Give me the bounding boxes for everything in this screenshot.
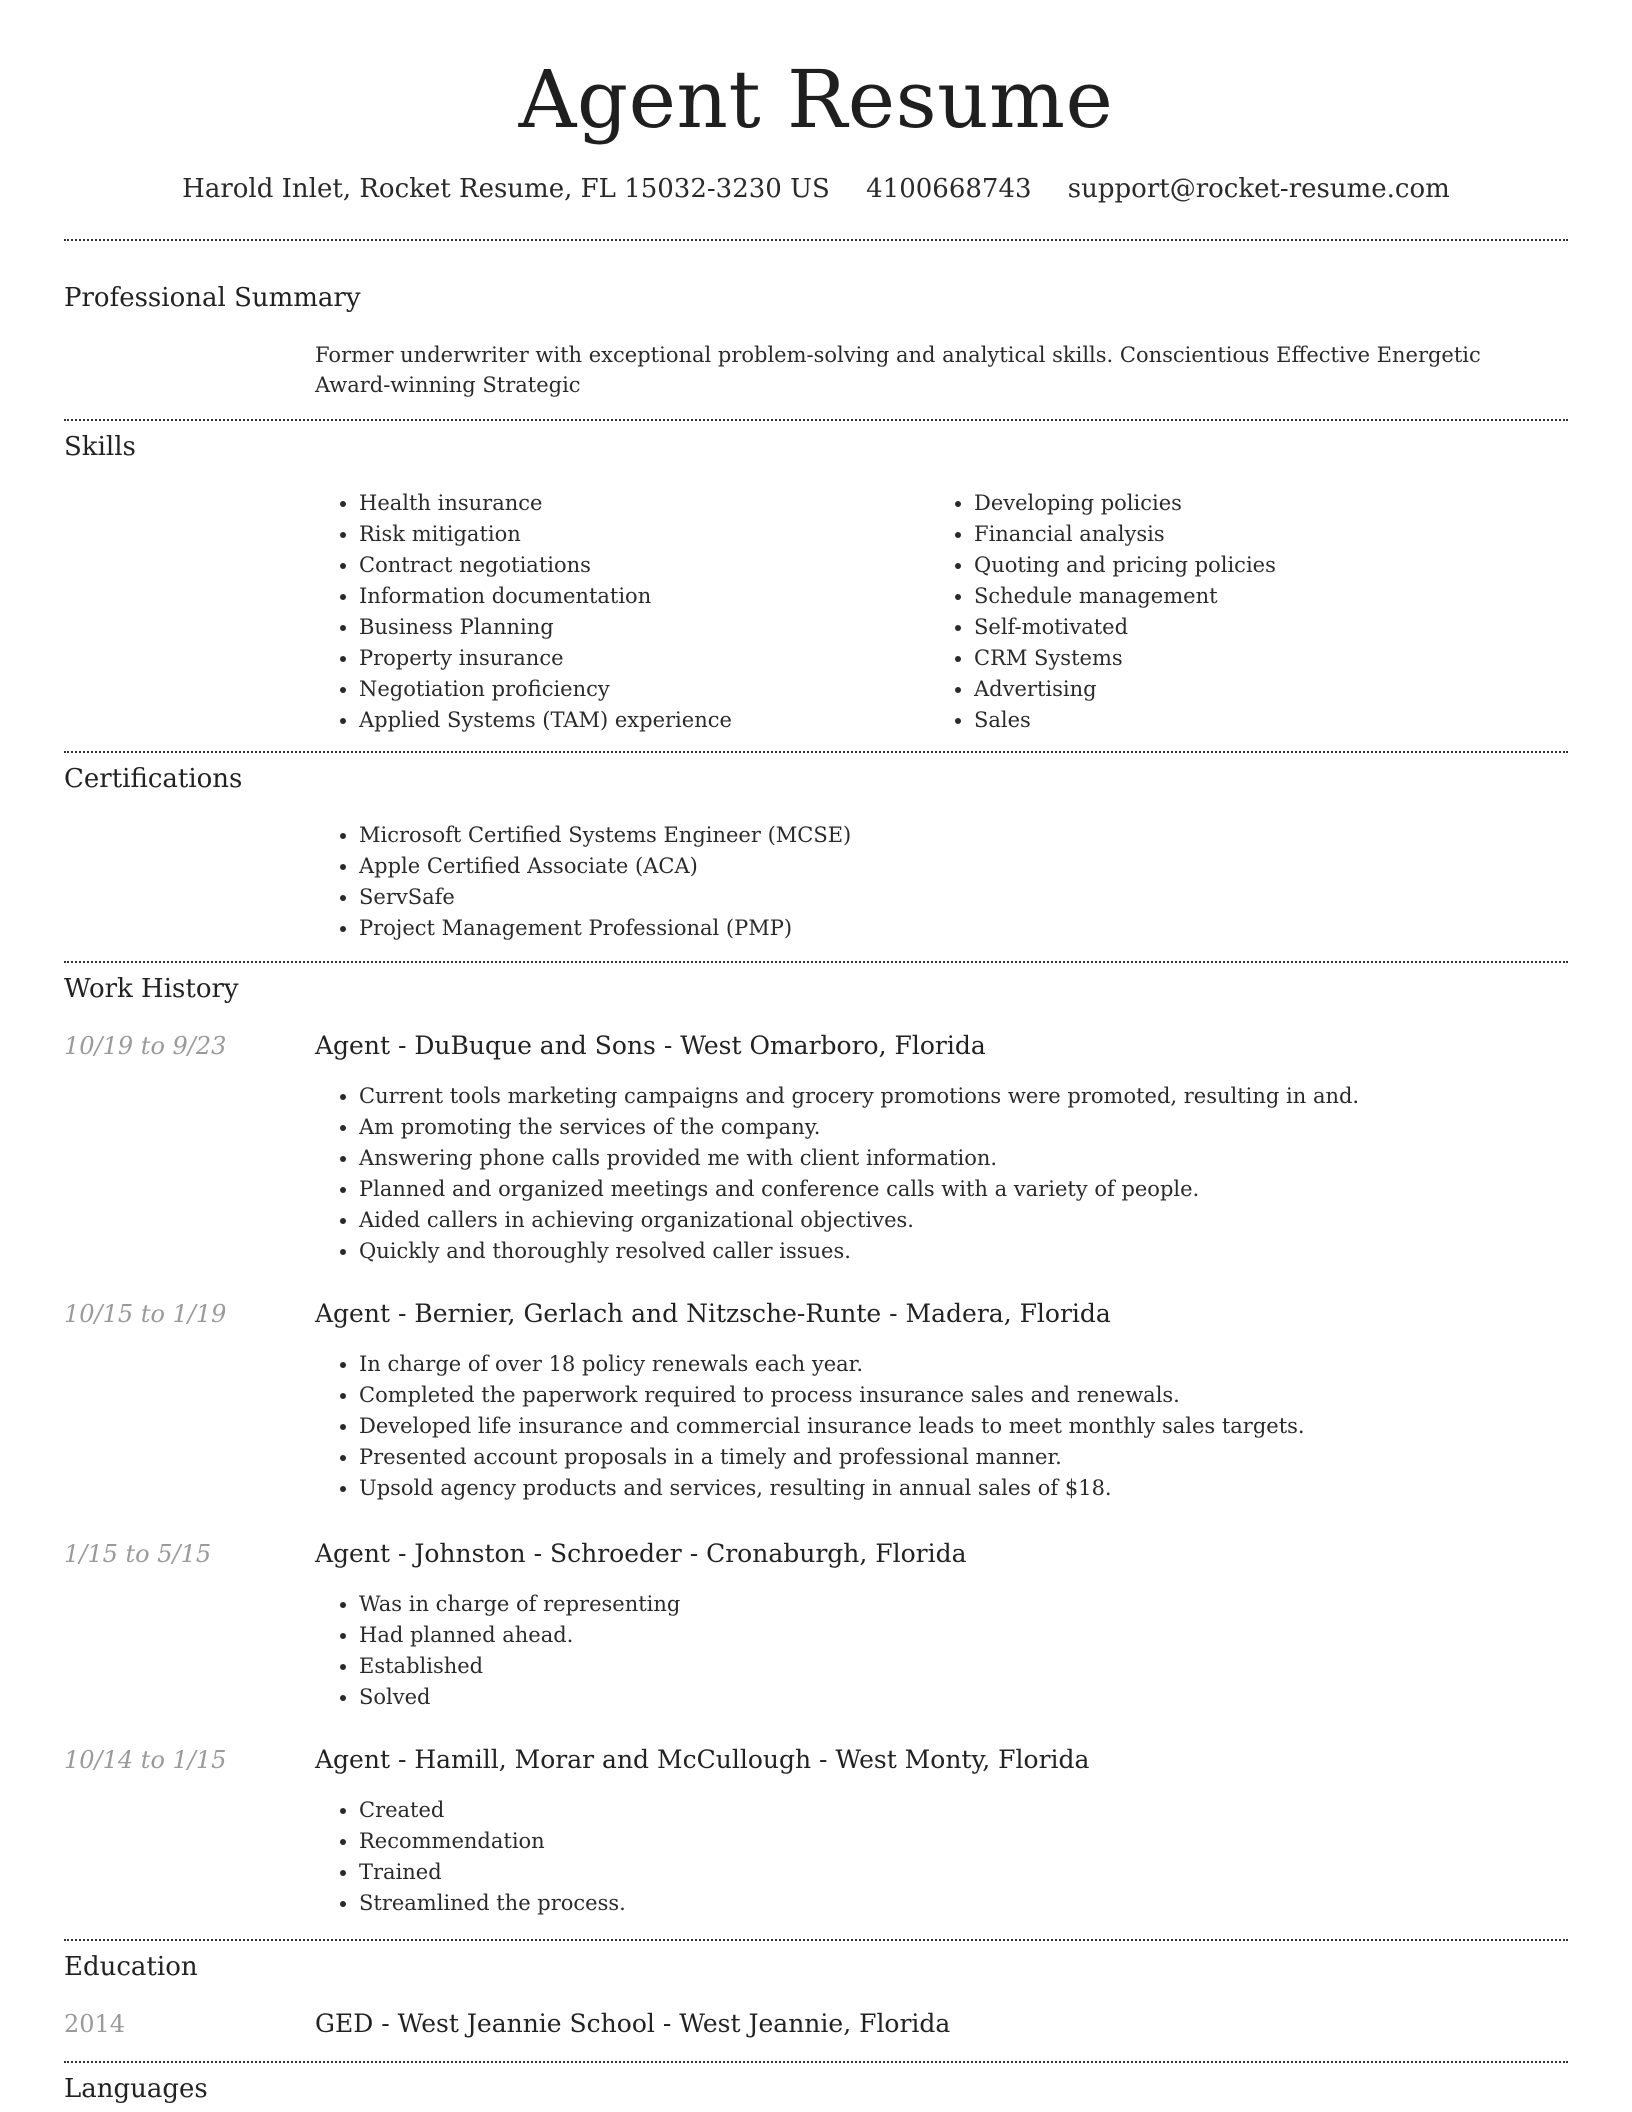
job-bullets — [315, 1589, 1579, 1713]
job-bullet: • Answering phone calls provided me with client information. — [359, 1143, 1579, 1174]
summary-text: Former underwriter with exceptional problem-solving and analytical skills. Conscientious Effective Energetic Award-winning Strategic — [315, 343, 1481, 397]
section-title-skills: Skills — [64, 432, 136, 462]
skill-item: • Contract negotiations — [359, 550, 919, 581]
section-title-certifications: Certifications — [64, 764, 243, 794]
skill-item: • Self-motivated — [974, 612, 1534, 643]
skills-list-right — [930, 488, 1534, 736]
job-title: Agent - Hamill, Morar and McCullough - West Monty, Florida — [315, 1745, 1090, 1774]
job-bullet: • In charge of over 18 policy renewals each year. — [359, 1349, 1579, 1380]
skill-item: • Information documentation — [359, 581, 919, 612]
job-bullets — [315, 1795, 1579, 1919]
skill-item: • Applied Systems (TAM) experience — [359, 705, 919, 736]
skill-item: • CRM Systems — [974, 643, 1534, 674]
skill-item: • Business Planning — [359, 612, 919, 643]
skill-item: • Financial analysis — [974, 519, 1534, 550]
certification-item: • Project Management Professional (PMP) — [359, 913, 1559, 944]
skill-item: • Developing policies — [974, 488, 1534, 519]
resume-title: Agent Resume — [518, 53, 1114, 146]
skill-item: • Sales — [974, 705, 1534, 736]
divider — [64, 2061, 1568, 2063]
section-title-education: Education — [64, 1952, 198, 1982]
job-bullet: • Was in charge of representing — [359, 1589, 1579, 1620]
skill-item: • Risk mitigation — [359, 519, 919, 550]
job-bullet: • Am promoting the services of the company. — [359, 1112, 1579, 1143]
job-bullet: • Trained — [359, 1857, 1579, 1888]
certification-item: • Microsoft Certified Systems Engineer (MCSE) — [359, 820, 1559, 851]
divider — [64, 1939, 1568, 1941]
job-dates: 10/14 to 1/15 — [64, 1746, 227, 1774]
job-bullets — [315, 1349, 1579, 1504]
job-title: Agent - DuBuque and Sons - West Omarboro, Florida — [315, 1031, 986, 1060]
job-bullet: • Streamlined the process. — [359, 1888, 1579, 1919]
job-bullet: • Solved — [359, 1682, 1579, 1713]
education-degree: GED - West Jeannie School - West Jeannie, Florida — [315, 2009, 951, 2038]
section-title-summary: Professional Summary — [64, 283, 361, 313]
skill-item: • Schedule management — [974, 581, 1534, 612]
job-bullet: • Had planned ahead. — [359, 1620, 1579, 1651]
contact-phone: 4100668743 — [866, 174, 1032, 204]
job-bullet: • Aided callers in achieving organizational objectives. — [359, 1205, 1579, 1236]
education-year: 2014 — [64, 2010, 126, 2038]
skill-item: • Health insurance — [359, 488, 919, 519]
job-dates: 1/15 to 5/15 — [64, 1540, 212, 1568]
contact-line — [0, 172, 1632, 206]
section-title-languages: Languages — [64, 2074, 208, 2104]
certifications-list — [315, 820, 1559, 944]
job-bullet: • Planned and organized meetings and conference calls with a variety of people. — [359, 1174, 1579, 1205]
skill-item: • Property insurance — [359, 643, 919, 674]
skill-item: • Negotiation proficiency — [359, 674, 919, 705]
job-title: Agent - Bernier, Gerlach and Nitzsche-Runte - Madera, Florida — [315, 1299, 1111, 1328]
job-bullet: • Recommendation — [359, 1826, 1579, 1857]
job-bullet: • Current tools marketing campaigns and grocery promotions were promoted, resulting in and. — [359, 1081, 1579, 1112]
job-bullet: • Upsold agency products and services, resulting in annual sales of $18. — [359, 1473, 1579, 1504]
divider — [64, 751, 1568, 753]
divider — [64, 961, 1568, 963]
job-bullet: • Presented account proposals in a timely and professional manner. — [359, 1442, 1579, 1473]
job-dates: 10/19 to 9/23 — [64, 1032, 227, 1060]
certification-item: • Apple Certified Associate (ACA) — [359, 851, 1559, 882]
section-title-work-history: Work History — [64, 974, 239, 1004]
certification-item: • ServSafe — [359, 882, 1559, 913]
job-dates: 10/15 to 1/19 — [64, 1300, 227, 1328]
job-bullet: • Established — [359, 1651, 1579, 1682]
job-bullet: • Developed life insurance and commercial insurance leads to meet monthly sales targets. — [359, 1411, 1579, 1442]
skills-list-left — [315, 488, 919, 736]
job-bullet: • Quickly and thoroughly resolved caller issues. — [359, 1236, 1579, 1267]
job-bullet: • Created — [359, 1795, 1579, 1826]
skill-item: • Advertising — [974, 674, 1534, 705]
job-bullets — [315, 1081, 1579, 1267]
contact-address: Harold Inlet, Rocket Resume, FL 15032-3230 US — [182, 174, 830, 204]
skill-item: • Quoting and pricing policies — [974, 550, 1534, 581]
divider — [64, 239, 1568, 241]
divider — [64, 419, 1568, 421]
job-title: Agent - Johnston - Schroeder - Cronaburgh, Florida — [315, 1539, 967, 1568]
contact-email: support@rocket-resume.com — [1067, 174, 1450, 204]
job-bullet: • Completed the paperwork required to process insurance sales and renewals. — [359, 1380, 1579, 1411]
